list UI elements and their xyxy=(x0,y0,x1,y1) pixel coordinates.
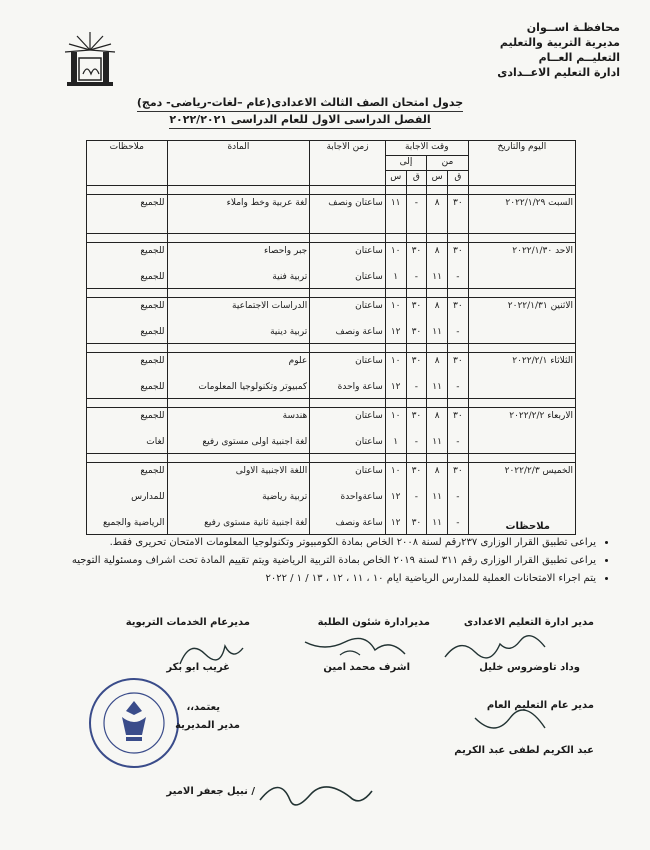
cell-fh xyxy=(427,298,448,344)
table-row xyxy=(87,243,576,289)
cell-fm xyxy=(447,298,468,344)
slot-duration: ساعتان xyxy=(355,466,383,476)
slot-fh: ١١ xyxy=(432,437,442,447)
separator-cell xyxy=(87,344,168,353)
header-from-hour: س xyxy=(427,171,448,186)
cell-note xyxy=(87,408,168,454)
separator-cell xyxy=(447,289,468,298)
table-row xyxy=(87,195,576,234)
separator-cell xyxy=(310,234,386,243)
separator-cell xyxy=(447,186,468,195)
slot-note: للجميع xyxy=(140,466,165,476)
slot-tm: ٣٠ xyxy=(411,466,422,476)
header-to-hour: س xyxy=(385,171,406,186)
row-separator xyxy=(87,399,576,408)
slot-fh: ١١ xyxy=(432,272,442,282)
slot-duration: ساعتان xyxy=(355,411,383,421)
separator-cell xyxy=(310,289,386,298)
separator-cell xyxy=(385,454,406,463)
cell-subject xyxy=(167,298,310,344)
slot-duration: ساعة ونصف xyxy=(335,327,383,337)
separator-cell xyxy=(406,289,427,298)
prep-director-name: وداد تاوضروس خليل xyxy=(479,662,580,673)
slot-note: لغات xyxy=(146,437,165,447)
cell-duration xyxy=(310,408,386,454)
separator-cell xyxy=(310,399,386,408)
slot-subject: لغة عربية وخط واملاء xyxy=(226,198,308,208)
table-header-row xyxy=(87,141,576,156)
cell-note xyxy=(87,243,168,289)
cell-subject xyxy=(167,195,310,234)
slot-th: ١٠ xyxy=(390,466,401,476)
slot-duration: ساعتان xyxy=(355,437,383,447)
separator-cell xyxy=(167,399,310,408)
day-date: الاثنين ٢٠٢٢/١/٣١ xyxy=(507,301,573,311)
separator-cell xyxy=(447,234,468,243)
separator-cell xyxy=(468,234,575,243)
separator-cell xyxy=(87,399,168,408)
header-notes: ملاحظات xyxy=(87,141,168,186)
cell-tm xyxy=(406,353,427,399)
slot-subject: تربية دينية xyxy=(270,327,308,337)
cell-tm xyxy=(406,408,427,454)
slot-subject: تربية رياضية xyxy=(262,492,308,502)
slot-th: ١٠ xyxy=(390,301,401,311)
separator-cell xyxy=(468,344,575,353)
letterhead-line: التعليــم العــام xyxy=(538,51,620,64)
slot-duration: ساعتان xyxy=(355,272,383,282)
table-row xyxy=(87,353,576,399)
slot-duration: ساعتان ونصف xyxy=(328,198,383,208)
cell-day xyxy=(468,408,575,454)
general-director-title: مدير عام التعليم العام xyxy=(486,700,594,711)
row-separator xyxy=(87,234,576,243)
signature-scribble-icon xyxy=(250,770,380,820)
slot-th: ١٠ xyxy=(390,411,401,421)
slot-fh: ٨ xyxy=(434,301,440,311)
slot-th: ١٠ xyxy=(390,246,401,256)
slot-subject: كمبيوتر وتكنولوجيا المعلومات xyxy=(198,382,308,392)
slot-duration: ساعة ونصف xyxy=(335,518,383,528)
slot-fh: ٨ xyxy=(434,246,440,256)
cell-th xyxy=(385,353,406,399)
cell-day xyxy=(468,243,575,289)
header-to: إلى xyxy=(385,156,426,171)
slot-tm: ٣٠ xyxy=(411,327,422,337)
cell-th xyxy=(385,298,406,344)
separator-cell xyxy=(87,186,168,195)
slot-duration: ساعة واحدة xyxy=(337,382,383,392)
affairs-director-name: اشرف محمد امين xyxy=(323,662,410,673)
slot-subject: تربية فنية xyxy=(272,272,308,282)
cell-day xyxy=(468,298,575,344)
affairs-director-title: مديرادارة شئون الطلبة xyxy=(317,617,430,628)
separator-cell xyxy=(167,234,310,243)
cell-duration xyxy=(310,298,386,344)
slot-fh: ٨ xyxy=(434,356,440,366)
slot-fm: ٣٠ xyxy=(453,466,463,476)
approved-label: يعتمد،، xyxy=(186,702,220,713)
note-item: • يراعى تطبيق القرار الوزارى ٢٣٧رقم لسنة ٢٠٠٨ الخاص بمادة الكومبيوتر وتكنولوجيا المعلومات الامتحان تحريرى فقط. xyxy=(40,536,596,550)
slot-fm: ٣٠ xyxy=(453,356,463,366)
note-item: • يتم اجراء الامتحانات العملية للمدارس الرياضية ايام ١٠ ، ١١ ، ١٢ ، ١٣ / ١ / ٢٠٢٢ xyxy=(40,572,596,586)
final-approver-name: / نبيل جعفر الامير xyxy=(166,786,255,797)
title-line-1: جدول امتحان الصف الثالث الاعدادى(عام –لغات-رياضى- دمج) xyxy=(137,95,463,112)
cell-fm xyxy=(447,408,468,454)
slot-fh: ١١ xyxy=(432,518,442,528)
cell-duration xyxy=(310,243,386,289)
slot-duration: ساعةواحدة xyxy=(340,492,383,502)
signature-scribble-icon xyxy=(470,708,550,744)
cell-fh xyxy=(427,353,448,399)
slot-note: للجميع xyxy=(140,327,165,337)
header-time: وقت الاجابة xyxy=(385,141,468,156)
note-item: • يراعى تطبيق القرار الوزارى رقم ٣١١ لسنة ٢٠١٩ الخاص بمادة التربية الرياضية ويتم تقييم المادة تحت اشراف ومسئولية التوجيه xyxy=(40,554,596,568)
slot-fh: ٨ xyxy=(434,198,440,208)
cell-tm xyxy=(406,243,427,289)
slot-fh: ١١ xyxy=(432,382,442,392)
slot-tm: - xyxy=(414,272,419,282)
day-date: الاحد ٢٠٢٢/١/٣٠ xyxy=(512,246,573,256)
slot-fh: ١١ xyxy=(432,492,442,502)
title-line-2: الفصل الدراسى الاول للعام الدراسى ٢٠٢٢/٢٠٢١ xyxy=(169,112,430,129)
separator-cell xyxy=(406,344,427,353)
slot-th: ١٢ xyxy=(390,492,401,502)
slot-fh: ١١ xyxy=(432,327,442,337)
row-separator xyxy=(87,454,576,463)
slot-tm: ٣٠ xyxy=(411,518,422,528)
separator-cell xyxy=(167,186,310,195)
separator-cell xyxy=(385,399,406,408)
cell-fm xyxy=(447,353,468,399)
slot-subject: الدراسات الاجتماعية xyxy=(232,301,308,311)
slot-subject: علوم xyxy=(288,356,308,366)
slot-subject: اللغة الاجنبية الاولى xyxy=(235,466,308,476)
slot-note: للجميع xyxy=(140,411,165,421)
slot-th: ١٢ xyxy=(390,327,401,337)
slot-tm: ٣٠ xyxy=(411,356,422,366)
slot-th: ١ xyxy=(393,437,399,447)
separator-cell xyxy=(310,186,386,195)
slot-tm: - xyxy=(414,382,419,392)
slot-note: للجميع xyxy=(140,272,165,282)
header-from-minute: ق xyxy=(447,171,468,186)
slot-fh: ٨ xyxy=(434,466,440,476)
signature-scribble-icon xyxy=(300,630,410,666)
slot-subject: لغة اجنبية ثانية مستوى رفيع xyxy=(204,518,308,528)
cell-duration xyxy=(310,353,386,399)
cell-fh xyxy=(427,195,448,234)
slot-th: ١٢ xyxy=(390,518,401,528)
cell-note xyxy=(87,195,168,234)
slot-note: للجميع xyxy=(140,356,165,366)
day-date: الخميس ٢٠٢٢/٢/٣ xyxy=(504,466,573,476)
separator-cell xyxy=(427,186,448,195)
prep-director-title: مدير ادارة التعليم الاعدادى xyxy=(463,617,594,628)
separator-cell xyxy=(87,289,168,298)
separator-cell xyxy=(385,186,406,195)
slot-tm: - xyxy=(414,198,419,208)
separator-cell xyxy=(406,454,427,463)
separator-cell xyxy=(406,186,427,195)
slot-note: للمدارس xyxy=(131,492,165,502)
slot-fm: - xyxy=(456,272,460,282)
slot-tm: ٣٠ xyxy=(411,246,422,256)
aswan-logo-icon xyxy=(55,28,125,88)
separator-cell xyxy=(310,454,386,463)
slot-tm: - xyxy=(414,437,419,447)
cell-duration xyxy=(310,195,386,234)
services-director-title: مديرعام الخدمات التربوية xyxy=(125,617,250,628)
cell-th xyxy=(385,243,406,289)
cell-tm xyxy=(406,298,427,344)
slot-th: ١٠ xyxy=(390,356,401,366)
letterhead-line: مديرية التربية والتعليم xyxy=(499,36,620,49)
separator-cell xyxy=(385,234,406,243)
slot-th: ١ xyxy=(393,272,399,282)
slot-fh: ٨ xyxy=(434,411,440,421)
separator-cell xyxy=(468,186,575,195)
exam-schedule-table xyxy=(86,140,576,535)
table-row xyxy=(87,408,576,454)
row-separator xyxy=(87,289,576,298)
separator-cell xyxy=(468,289,575,298)
cell-subject xyxy=(167,243,310,289)
schedule-title xyxy=(120,95,480,129)
cell-fh xyxy=(427,408,448,454)
separator-cell xyxy=(385,289,406,298)
cell-note xyxy=(87,353,168,399)
slot-fm: - xyxy=(456,492,460,502)
official-seal-icon xyxy=(88,677,180,769)
slot-fm: ٣٠ xyxy=(453,301,463,311)
day-date: الاربعاء ٢٠٢٢/٢/٢ xyxy=(509,411,573,421)
general-director-name: عبد الكريم لطفى عبد الكريم xyxy=(454,745,594,756)
cell-tm xyxy=(406,195,427,234)
slot-note: للجميع xyxy=(140,198,165,208)
header-from: من xyxy=(427,156,468,171)
slot-note: للجميع xyxy=(140,246,165,256)
separator-cell xyxy=(406,399,427,408)
services-director-name: غريب ابو بكر xyxy=(166,662,230,673)
slot-duration: ساعتان xyxy=(355,246,383,256)
separator-cell xyxy=(167,289,310,298)
separator-cell xyxy=(167,344,310,353)
separator-cell xyxy=(427,454,448,463)
separator-cell xyxy=(87,454,168,463)
slot-note: الرياضية والجميع xyxy=(102,518,165,528)
slot-subject: هندسة xyxy=(282,411,308,421)
separator-cell xyxy=(427,289,448,298)
slot-tm: ٣٠ xyxy=(411,411,422,421)
directorate-head-title: مدير المديرية xyxy=(175,720,240,731)
letterhead-line: ادارة التعليم الاعــدادى xyxy=(497,66,620,79)
cell-fh xyxy=(427,243,448,289)
header-day: اليوم والتاريخ xyxy=(468,141,575,186)
cell-th xyxy=(385,195,406,234)
separator-cell xyxy=(427,399,448,408)
separator-cell xyxy=(87,234,168,243)
separator-cell xyxy=(468,454,575,463)
header-duration: زمن الاجابة xyxy=(310,141,386,186)
slot-fm: - xyxy=(456,382,460,392)
separator-cell xyxy=(310,344,386,353)
header-to-minute: ق xyxy=(406,171,427,186)
cell-fm xyxy=(447,195,468,234)
slot-duration: ساعتان xyxy=(355,356,383,366)
cell-day xyxy=(468,195,575,234)
day-date: الثلاثاء ٢٠٢٢/٢/١ xyxy=(512,356,573,366)
separator-cell xyxy=(427,234,448,243)
separator-cell xyxy=(447,454,468,463)
slot-duration: ساعتان xyxy=(355,301,383,311)
slot-fm: ٣٠ xyxy=(453,411,463,421)
slot-subject: لغة اجنبية اولى مستوى رفيع xyxy=(202,437,308,447)
letterhead xyxy=(430,20,620,80)
day-date: السبت ٢٠٢٢/١/٢٩ xyxy=(505,198,573,208)
slot-subject: جبر واحصاء xyxy=(263,246,308,256)
slot-note: للجميع xyxy=(140,382,165,392)
slot-th: ١٢ xyxy=(390,382,401,392)
table-row xyxy=(87,298,576,344)
separator-cell xyxy=(167,454,310,463)
separator-cell xyxy=(447,399,468,408)
separator-cell xyxy=(406,234,427,243)
notes-heading: ملاحظات xyxy=(505,521,550,532)
header-subject: المادة xyxy=(167,141,310,186)
slot-fm: ٣٠ xyxy=(453,198,463,208)
slot-tm: - xyxy=(414,492,419,502)
cell-subject xyxy=(167,353,310,399)
cell-th xyxy=(385,408,406,454)
notes-section xyxy=(40,520,610,590)
cell-fm xyxy=(447,243,468,289)
slot-fm: - xyxy=(456,518,460,528)
cell-note xyxy=(87,298,168,344)
separator-cell xyxy=(427,344,448,353)
slot-th: ١١ xyxy=(390,198,401,208)
slot-fm: - xyxy=(456,437,460,447)
separator-cell xyxy=(385,344,406,353)
cell-subject xyxy=(167,408,310,454)
letterhead-line: محافظـة اســوان xyxy=(526,21,620,34)
slot-note: للجميع xyxy=(140,301,165,311)
cell-day xyxy=(468,353,575,399)
slot-fm: - xyxy=(456,327,460,337)
row-separator xyxy=(87,186,576,195)
row-separator xyxy=(87,344,576,353)
separator-cell xyxy=(447,344,468,353)
slot-tm: ٣٠ xyxy=(411,301,422,311)
slot-fm: ٣٠ xyxy=(453,246,463,256)
separator-cell xyxy=(468,399,575,408)
